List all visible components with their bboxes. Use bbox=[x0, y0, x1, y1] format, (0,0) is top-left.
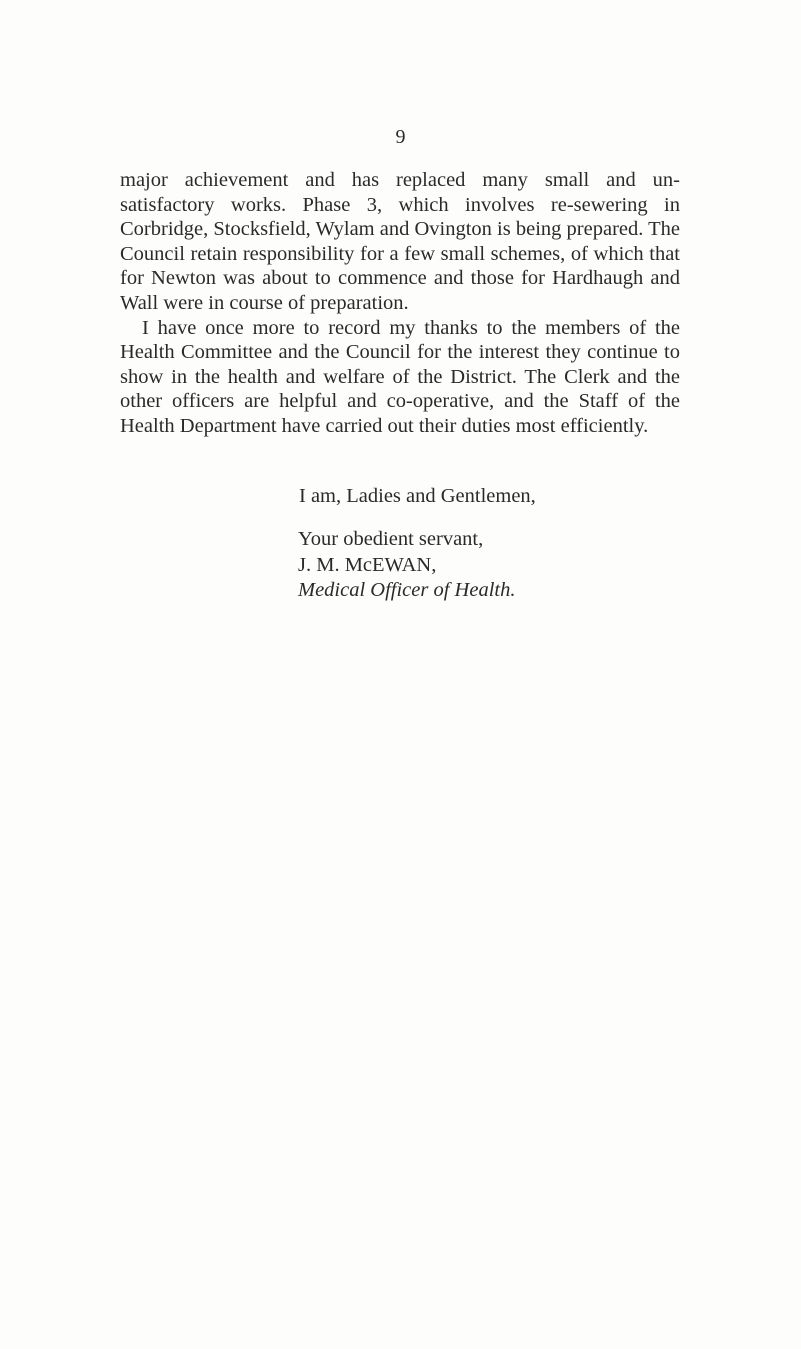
body-paragraph-1: major achievement and has replaced many small and un-satisfactory works. Phase 3, which involves re-sewering in Corbridge, Stocksfield, Wylam and Ovington is being prepared. The Council retain responsibility for a few small schemes, of which that for Newton was about to commence and those for Hardhaugh and Wall were in course of preparation. bbox=[120, 169, 680, 314]
body-paragraph-2: I have once more to record my thanks to the members of the Health Committee and the Council for the interest they continue to show in the health and welfare of the District. The Clerk and the other officers are helpful and co-operative, and the Staff of the Health Department have carried out their duties most efficiently. bbox=[120, 316, 680, 437]
closing-valediction: Your obedient servant, bbox=[298, 528, 484, 550]
letter-body bbox=[120, 168, 680, 439]
closing-salutation: I am, Ladies and Gentlemen, bbox=[299, 485, 536, 507]
signatory-title: Medical Officer of Health. bbox=[298, 579, 516, 601]
signatory-name: J. M. McEWAN, bbox=[298, 554, 437, 576]
page-number: 9 bbox=[395, 126, 406, 148]
